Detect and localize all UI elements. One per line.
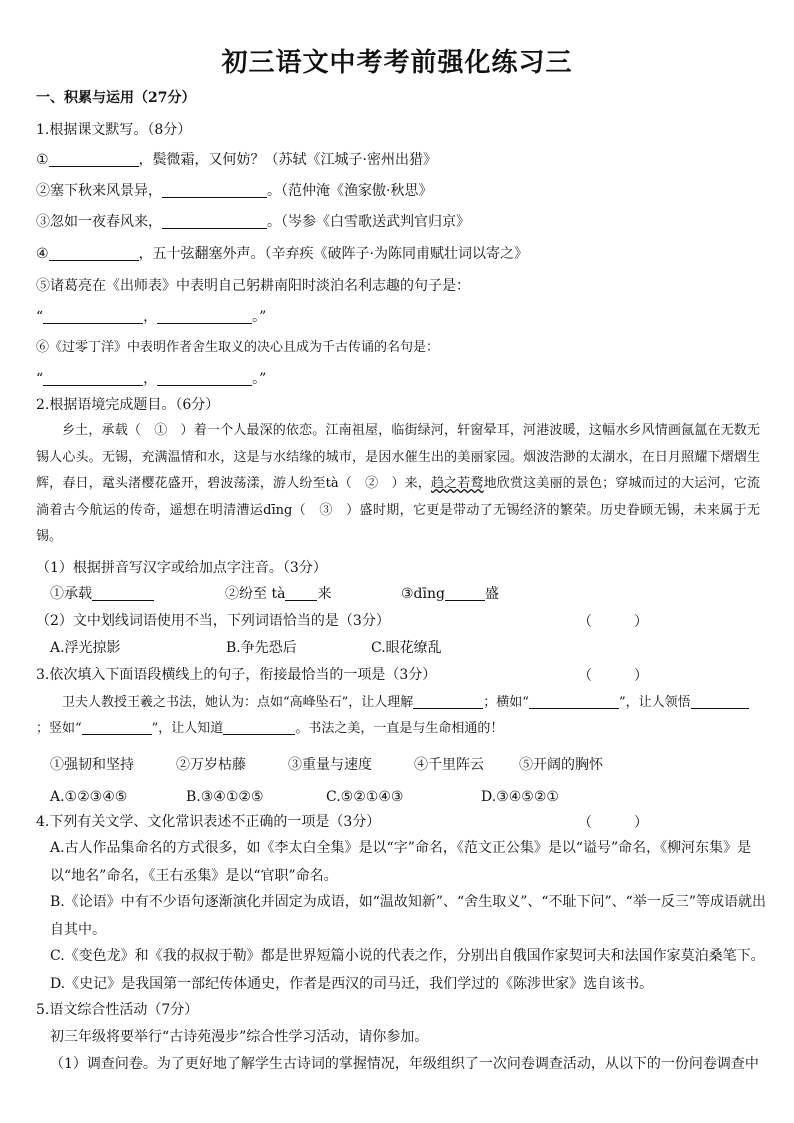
q1-blank6a[interactable]: [43, 370, 143, 386]
q3-item: ④千里阵云: [414, 757, 484, 773]
q2-blank-c[interactable]: [445, 585, 485, 601]
q1-blank5b[interactable]: [157, 308, 252, 324]
q4-answer-paren[interactable]: （ ）: [578, 815, 648, 831]
q2-sub1-c: ③dīng: [401, 586, 445, 602]
q3-options: [50, 787, 559, 807]
q1-blank5a[interactable]: [43, 308, 143, 324]
section-heading: 一、积累与运用（27分）: [36, 90, 196, 106]
q1-line2-end: 。（范仲淹《渔家傲·秋思》: [267, 183, 433, 199]
q2-sub1-items: [50, 584, 499, 604]
comma: ，: [143, 309, 158, 325]
q2-passage-part2: 地欣赏这美丽的景色；穿城而过的大运河，它流淌着古今航运的传奇，遥想在明清漕运dīng（ ③ ）盛时期，它更是带动了无锡经济的繁荣。历史眷顾无锡，未来属于无锡。: [36, 476, 760, 544]
q3-answer-paren[interactable]: （ ）: [578, 668, 648, 684]
q3-item: ②万岁枯藤: [176, 757, 246, 773]
q1-line1-text: ，鬓微霜，又何妨？（苏轼《江城子·密州出猎》: [138, 152, 438, 168]
q4-option-a-text: A.古人作品集命名的方式很多，如《李太白全集》是以“字”命名，《范文正公集》是以“谥号”命名，《柳河东集》是以“地名”命名，《王右丞集》是以“官职”命名。: [50, 840, 752, 884]
page-title: 初三语文中考考前强化练习三: [221, 48, 573, 78]
q4-option-a[interactable]: [50, 834, 766, 890]
q3-option-b[interactable]: B.③④①②⑤: [186, 789, 264, 805]
q3-item: ③重量与速度: [288, 757, 372, 773]
q3-text-b: ；横如“: [483, 695, 529, 710]
q3-items: [50, 755, 603, 775]
q2-sub2-options: [50, 638, 442, 658]
q4-option-b[interactable]: [50, 888, 766, 944]
q1-blank3[interactable]: [162, 213, 267, 229]
q3-text-f: 。书法之美，一直是与生命相通的！: [295, 721, 504, 736]
q3-text-e: ”，让人知道: [151, 721, 224, 736]
q1-line3: [36, 212, 470, 232]
q2-blank-a[interactable]: [92, 585, 154, 601]
q1-blank4[interactable]: [49, 245, 139, 261]
q3-blank5[interactable]: [223, 719, 295, 735]
q5-intro: 初三年级将要举行“古诗苑漫步”综合性学习活动，请你参加。: [50, 1029, 429, 1045]
q4-option-c-text: C.《变色龙》和《我的叔叔于勒》都是世界短篇小说的代表之作，分别出自俄国作家契诃夫和法国作家莫泊桑笔下。: [50, 948, 765, 964]
q1-line6-answer: [36, 369, 266, 389]
q1-stem: 1.根据课文默写。（8分）: [36, 122, 192, 138]
q2-sub1: （1）根据拼音写汉字或给加点字注音。（3分）: [36, 560, 327, 576]
q2-option-a[interactable]: A.浮光掠影: [50, 640, 121, 656]
q5-sub1: （1）调查问卷。为了更好地了解学生古诗词的掌握情况，年级组织了一次问卷调查活动，从以下的一份问卷调查中: [50, 1056, 759, 1072]
q3-text-c: ”，让人领悟: [618, 695, 691, 710]
quote-close: 。”: [252, 371, 267, 387]
q1-mark4: ④: [36, 246, 49, 262]
q2-sub2: （2）文中划线词语使用不当，下列词语恰当的是（3分）: [36, 613, 390, 629]
q3-text-a: 卫夫人教授王羲之书法，她认为：点如“高峰坠石”，让人理解: [62, 695, 414, 710]
q1-line3-end: 。（岑参《白雪歌送武判官归京》: [267, 214, 470, 230]
q3-option-d[interactable]: D.③④⑤②①: [481, 789, 559, 805]
q2-passage: [36, 418, 760, 551]
q1-line4: [36, 244, 528, 264]
q2-underlined-phrase: 趋之若鹜: [430, 476, 484, 491]
comma: ，: [143, 371, 158, 387]
q3-item: ⑤开阔的胸怀: [519, 757, 603, 773]
q1-mark1: ①: [36, 152, 49, 168]
q2-sub1-c-end: 盛: [484, 586, 499, 602]
q5-stem: 5.语文综合性活动（7分）: [36, 1002, 199, 1018]
q1-line5: ⑤诸葛亮在《出师表》中表明自己躬耕南阳时淡泊名利志趣的句子是：: [36, 278, 470, 294]
q3-passage: [36, 690, 760, 742]
q1-line3-text: ③忽如一夜春风来，: [36, 214, 162, 230]
q1-blank2[interactable]: [162, 182, 267, 198]
q2-sub1-b-end: 来: [317, 586, 332, 602]
q2-sub1-b: ②纷至 tà: [225, 586, 286, 602]
q4-option-b-text: B.《论语》中有不少语句逐渐演化并固定为成语，如“温故知新”、“舍生取义”、“不耻下问”、“举一反三”等成语就出自其中。: [50, 894, 766, 938]
q2-option-b[interactable]: B.争先恐后: [226, 640, 297, 656]
q1-line2: [36, 181, 432, 201]
q2-sub1-a: ①承载: [50, 586, 92, 602]
q3-option-a[interactable]: A.①②③④⑤: [50, 789, 128, 805]
q1-blank1[interactable]: [49, 151, 139, 167]
q4-stem: 4.下列有关文学、文化常识表述不正确的一项是（3分）: [36, 814, 381, 830]
q2-answer-paren[interactable]: （ ）: [578, 614, 648, 630]
q1-line6: ⑥《过零丁洋》中表明作者舍生取义的决心且成为千古传诵的名句是：: [36, 340, 440, 355]
q1-line5-answer: [36, 307, 266, 327]
quote-open: “: [36, 371, 44, 387]
q3-stem: 3.依次填入下面语段横线上的句子，衔接最恰当的一项是（3分）: [36, 667, 437, 683]
q1-blank6b[interactable]: [157, 370, 252, 386]
q2-stem: 2.根据语境完成题目。（6分）: [36, 397, 220, 413]
q3-blank4[interactable]: [82, 719, 152, 735]
q4-option-c[interactable]: [50, 942, 766, 970]
q3-blank1[interactable]: [413, 693, 483, 709]
q1-line1: [36, 150, 437, 170]
q2-passage-part1: 乡土，承载（ ① ）着一个人最深的依恋。江南祖屋，临街绿河，轩窗晕耳，河港波暖，这幅水乡风情画氤氲在无数无锡人心头。无锡，充满温情和水，这是与水结缘的城市，是因水催生出的美丽家园。烟波浩渺的太湖水，在日月照耀下熠熠生辉，春日，鼋头渚樱花盛开，碧波荡漾，游人纷至tà（ ② ）来，: [36, 423, 760, 491]
quote-close: 。”: [252, 309, 267, 325]
q1-line2-text: ②塞下秋来风景异，: [36, 183, 162, 199]
q3-text-d: ；竖如“: [36, 721, 82, 736]
q2-option-c[interactable]: C.眼花缭乱: [371, 640, 442, 656]
q4-option-d[interactable]: [50, 970, 766, 998]
q2-blank-b[interactable]: [285, 585, 317, 601]
q4-option-d-text: D.《史记》是我国第一部纪传体通史，作者是西汉的司马迁，我们学过的《陈涉世家》选自该书。: [50, 976, 654, 992]
q3-item: ①强韧和坚持: [50, 757, 134, 773]
quote-open: “: [36, 309, 44, 325]
q3-option-c[interactable]: C.⑤②①④③: [326, 789, 404, 805]
q3-blank3[interactable]: [691, 693, 749, 709]
q3-blank2[interactable]: [529, 693, 619, 709]
q1-line4-text: ，五十弦翻塞外声。（辛弃疾《破阵子·为陈同甫赋壮词以寄之》: [138, 246, 529, 262]
